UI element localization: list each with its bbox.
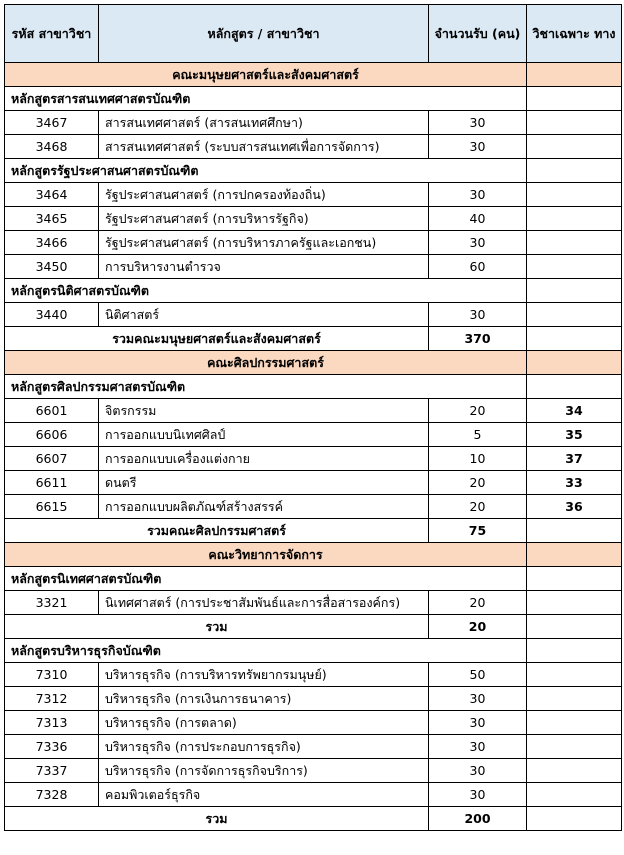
program-row bbox=[5, 159, 622, 183]
major-quota: 30 bbox=[429, 759, 527, 783]
major-name: การบริหารงานตำรวจ bbox=[99, 255, 429, 279]
faculty-empty-cell bbox=[527, 543, 622, 567]
major-code: 3464 bbox=[5, 183, 99, 207]
major-row bbox=[5, 303, 622, 327]
faculty-total-value: 75 bbox=[429, 519, 527, 543]
major-special-subject: 34 bbox=[527, 399, 622, 423]
program-total-row bbox=[5, 807, 622, 831]
major-row bbox=[5, 255, 622, 279]
faculty-total-label: รวมคณะมนุษยศาสตร์และสังคมศาสตร์ bbox=[5, 327, 429, 351]
major-name: บริหารธุรกิจ (การตลาด) bbox=[99, 711, 429, 735]
major-name: จิตรกรรม bbox=[99, 399, 429, 423]
major-name: บริหารธุรกิจ (การจัดการธุรกิจบริการ) bbox=[99, 759, 429, 783]
major-row bbox=[5, 399, 622, 423]
major-special-subject bbox=[527, 111, 622, 135]
major-special-subject: 36 bbox=[527, 495, 622, 519]
major-row bbox=[5, 135, 622, 159]
total-empty-cell bbox=[527, 519, 622, 543]
major-quota: 30 bbox=[429, 231, 527, 255]
major-code: 3465 bbox=[5, 207, 99, 231]
major-quota: 60 bbox=[429, 255, 527, 279]
major-quota: 30 bbox=[429, 111, 527, 135]
program-row bbox=[5, 87, 622, 111]
major-special-subject bbox=[527, 735, 622, 759]
major-code: 7310 bbox=[5, 663, 99, 687]
major-quota: 20 bbox=[429, 471, 527, 495]
major-code: 7337 bbox=[5, 759, 99, 783]
major-special-subject bbox=[527, 687, 622, 711]
program-empty-cell bbox=[527, 639, 622, 663]
header-code: รหัส สาขาวิชา bbox=[5, 5, 99, 63]
major-row bbox=[5, 423, 622, 447]
program-total-row bbox=[5, 615, 622, 639]
major-code: 6606 bbox=[5, 423, 99, 447]
program-empty-cell bbox=[527, 159, 622, 183]
program-name: หลักสูตรศิลปกรรมศาสตรบัณฑิต bbox=[5, 375, 527, 399]
faculty-name: คณะศิลปกรรมศาสตร์ bbox=[5, 351, 527, 375]
major-special-subject bbox=[527, 783, 622, 807]
major-special-subject bbox=[527, 759, 622, 783]
major-name: บริหารธุรกิจ (การประกอบการธุรกิจ) bbox=[99, 735, 429, 759]
major-code: 3321 bbox=[5, 591, 99, 615]
program-name: หลักสูตรนิติศาสตรบัณฑิต bbox=[5, 279, 527, 303]
major-special-subject bbox=[527, 207, 622, 231]
major-quota: 30 bbox=[429, 183, 527, 207]
major-name: รัฐประศาสนศาสตร์ (การบริหารรัฐกิจ) bbox=[99, 207, 429, 231]
major-special-subject: 37 bbox=[527, 447, 622, 471]
major-special-subject bbox=[527, 135, 622, 159]
major-code: 3440 bbox=[5, 303, 99, 327]
program-name: หลักสูตรนิเทศศาสตรบัณฑิต bbox=[5, 567, 527, 591]
major-name: บริหารธุรกิจ (การเงินการธนาคาร) bbox=[99, 687, 429, 711]
major-row bbox=[5, 711, 622, 735]
faculty-empty-cell bbox=[527, 351, 622, 375]
program-row bbox=[5, 567, 622, 591]
major-name: การออกแบบเครื่องแต่งกาย bbox=[99, 447, 429, 471]
faculty-total-row bbox=[5, 327, 622, 351]
major-special-subject bbox=[527, 303, 622, 327]
major-special-subject: 33 bbox=[527, 471, 622, 495]
major-code: 6607 bbox=[5, 447, 99, 471]
faculty-total-label: รวมคณะศิลปกรรมศาสตร์ bbox=[5, 519, 429, 543]
major-quota: 20 bbox=[429, 399, 527, 423]
major-name: สารสนเทศศาสตร์ (ระบบสารสนเทศเพื่อการจัดการ) bbox=[99, 135, 429, 159]
total-empty-cell bbox=[527, 327, 622, 351]
major-row bbox=[5, 591, 622, 615]
major-row bbox=[5, 207, 622, 231]
faculty-row bbox=[5, 63, 622, 87]
program-empty-cell bbox=[527, 87, 622, 111]
major-row bbox=[5, 231, 622, 255]
major-special-subject bbox=[527, 663, 622, 687]
major-special-subject bbox=[527, 183, 622, 207]
major-name: รัฐประศาสนศาสตร์ (การบริหารภาครัฐและเอกชน) bbox=[99, 231, 429, 255]
major-row bbox=[5, 783, 622, 807]
program-name: หลักสูตรรัฐประศาสนศาสตรบัณฑิต bbox=[5, 159, 527, 183]
faculty-name: คณะวิทยาการจัดการ bbox=[5, 543, 527, 567]
major-name: การออกแบบนิเทศศิลป์ bbox=[99, 423, 429, 447]
major-row bbox=[5, 687, 622, 711]
major-name: นิเทศศาสตร์ (การประชาสัมพันธ์และการสื่อสารองค์กร) bbox=[99, 591, 429, 615]
major-code: 7313 bbox=[5, 711, 99, 735]
major-row bbox=[5, 183, 622, 207]
major-name: สารสนเทศศาสตร์ (สารสนเทศศึกษา) bbox=[99, 111, 429, 135]
header-row bbox=[5, 5, 622, 63]
program-row bbox=[5, 375, 622, 399]
major-quota: 40 bbox=[429, 207, 527, 231]
major-code: 3466 bbox=[5, 231, 99, 255]
major-name: บริหารธุรกิจ (การบริหารทรัพยากรมนุษย์) bbox=[99, 663, 429, 687]
program-total-label: รวม bbox=[5, 615, 429, 639]
header-program: หลักสูตร / สาขาวิชา bbox=[99, 5, 429, 63]
faculty-row bbox=[5, 543, 622, 567]
program-empty-cell bbox=[527, 375, 622, 399]
table-body bbox=[5, 63, 622, 831]
program-total-value: 200 bbox=[429, 807, 527, 831]
major-name: นิติศาสตร์ bbox=[99, 303, 429, 327]
total-empty-cell bbox=[527, 615, 622, 639]
major-code: 6615 bbox=[5, 495, 99, 519]
major-code: 7312 bbox=[5, 687, 99, 711]
major-quota: 30 bbox=[429, 135, 527, 159]
major-code: 3467 bbox=[5, 111, 99, 135]
major-quota: 50 bbox=[429, 663, 527, 687]
major-quota: 30 bbox=[429, 687, 527, 711]
program-empty-cell bbox=[527, 567, 622, 591]
faculty-total-row bbox=[5, 519, 622, 543]
major-row bbox=[5, 111, 622, 135]
major-row bbox=[5, 759, 622, 783]
header-quota: จำนวนรับ (คน) bbox=[429, 5, 527, 63]
major-special-subject bbox=[527, 711, 622, 735]
program-total-label: รวม bbox=[5, 807, 429, 831]
major-special-subject bbox=[527, 255, 622, 279]
major-special-subject: 35 bbox=[527, 423, 622, 447]
major-quota: 20 bbox=[429, 591, 527, 615]
major-quota: 20 bbox=[429, 495, 527, 519]
program-total-value: 20 bbox=[429, 615, 527, 639]
major-quota: 10 bbox=[429, 447, 527, 471]
major-row bbox=[5, 495, 622, 519]
faculty-row bbox=[5, 351, 622, 375]
faculty-name: คณะมนุษยศาสตร์และสังคมศาสตร์ bbox=[5, 63, 527, 87]
major-code: 3468 bbox=[5, 135, 99, 159]
faculty-total-value: 370 bbox=[429, 327, 527, 351]
major-row bbox=[5, 447, 622, 471]
major-code: 7328 bbox=[5, 783, 99, 807]
major-special-subject bbox=[527, 591, 622, 615]
header-special: วิชาเฉพาะ ทาง bbox=[527, 5, 622, 63]
major-row bbox=[5, 735, 622, 759]
major-special-subject bbox=[527, 231, 622, 255]
major-quota: 30 bbox=[429, 783, 527, 807]
faculty-empty-cell bbox=[527, 63, 622, 87]
major-quota: 30 bbox=[429, 303, 527, 327]
admission-table bbox=[4, 4, 622, 831]
major-name: คอมพิวเตอร์ธุรกิจ bbox=[99, 783, 429, 807]
major-row bbox=[5, 471, 622, 495]
major-row bbox=[5, 663, 622, 687]
program-row bbox=[5, 639, 622, 663]
program-name: หลักสูตรสารสนเทศศาสตรบัณฑิต bbox=[5, 87, 527, 111]
major-code: 6601 bbox=[5, 399, 99, 423]
major-code: 6611 bbox=[5, 471, 99, 495]
program-empty-cell bbox=[527, 279, 622, 303]
major-name: ดนตรี bbox=[99, 471, 429, 495]
major-code: 7336 bbox=[5, 735, 99, 759]
major-quota: 5 bbox=[429, 423, 527, 447]
major-name: รัฐประศาสนศาสตร์ (การปกครองท้องถิ่น) bbox=[99, 183, 429, 207]
major-code: 3450 bbox=[5, 255, 99, 279]
program-row bbox=[5, 279, 622, 303]
major-name: การออกแบบผลิตภัณฑ์สร้างสรรค์ bbox=[99, 495, 429, 519]
total-empty-cell bbox=[527, 807, 622, 831]
program-name: หลักสูตรบริหารธุรกิจบัณฑิต bbox=[5, 639, 527, 663]
major-quota: 30 bbox=[429, 711, 527, 735]
major-quota: 30 bbox=[429, 735, 527, 759]
